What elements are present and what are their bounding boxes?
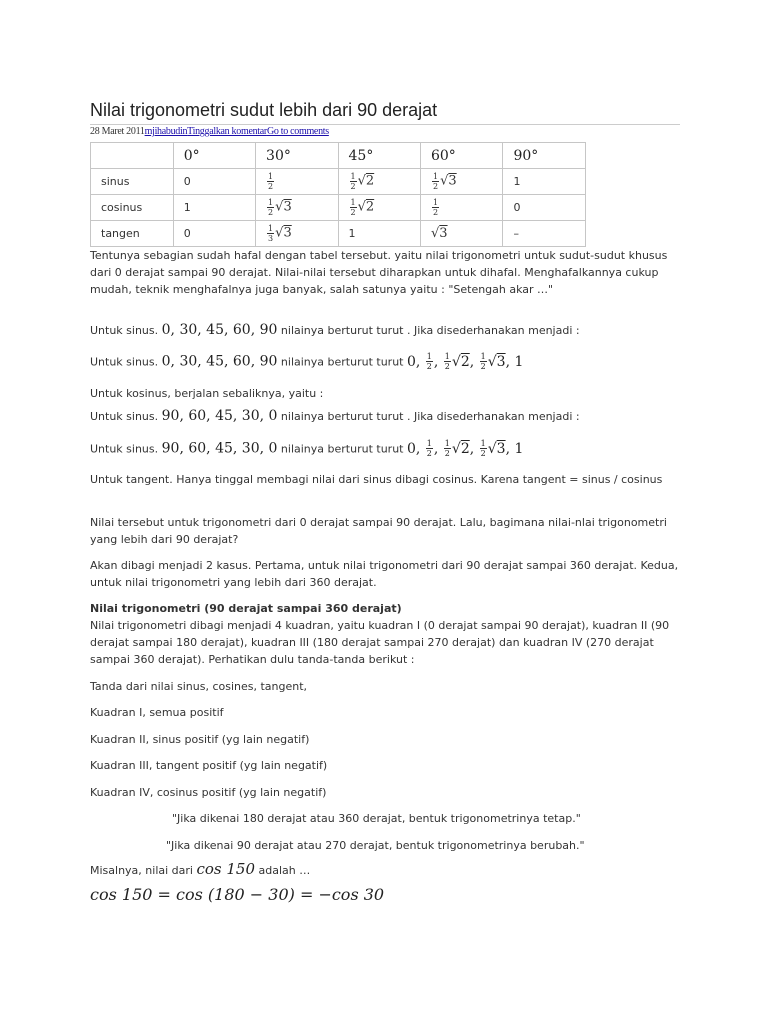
kuadran-2: Kuadran II, sinus positif (yg lain negatif): [90, 733, 310, 746]
table-cell: [256, 221, 338, 247]
paragraph-kasus: Akan dibagi menjadi 2 kasus. Pertama, untuk nilai trigonometri dari 90 derajat sampai 360 derajat. Kedua, untuk nilai trigonometri yang lebih dari 360 derajat.: [90, 559, 679, 589]
row-label: sinus: [91, 169, 174, 195]
table-cell: 1: [338, 221, 420, 247]
table-cell: [338, 169, 420, 195]
table-row: [91, 221, 586, 247]
row-label: cosinus: [91, 195, 174, 221]
table-header-row: [91, 143, 586, 169]
sqrt-symbol: √3: [440, 173, 457, 189]
sqrt-symbol: √2: [357, 173, 375, 189]
page-title: Nilai trigonometri sudut lebih dari 90 derajat: [90, 100, 438, 120]
paragraph-intro: Tentunya sebagian sudah hafal dengan tabel tersebut. yaitu nilai trigonometri untuk sudut-sudut khusus dari 0 derajat sampai 90 derajat. Nilai-nilai tersebut diharapkan untuk dihafal. Menghafalkannya cukup mudah, teknik menghafalnya juga banyak, salah satunya yaitu : "Setengah akar …": [90, 249, 668, 296]
fraction: $\frac{1}{2}$: [268, 198, 274, 217]
sqrt-symbol: √3: [275, 199, 292, 215]
sequence-math: 90, 60, 45, 30, 0: [161, 408, 278, 424]
leave-comment-link[interactable]: Tinggalkan komentar: [187, 126, 267, 137]
table-cell: [420, 221, 502, 247]
table-header: 90°: [503, 143, 586, 169]
sqrt-symbol: √3: [430, 226, 448, 241]
quote-2: "Jika dikenai 90 derajat atau 270 derajat, bentuk trigonometrinya berubah.": [166, 839, 585, 852]
table-header: 30°: [256, 143, 338, 169]
paragraph-kuadran: Nilai trigonometri dibagi menjadi 4 kuadran, yaitu kuadran I (0 derajat sampai 90 derajat), kuadran II (90 derajat sampai 180 derajat), kuadran III (180 derajat sampai 270 derajat) dan kuadran IV (270 derajat sampai 360 derajat). Perhatikan dulu tanda-tanda berikut :: [90, 619, 670, 666]
sequence-math: 0, 30, 45, 60, 90: [161, 353, 278, 370]
kuadran-3: Kuadran III, tangent positif (yg lain negatif): [90, 759, 328, 772]
quote-1: "Jika dikenai 180 derajat atau 360 derajat, bentuk trigonometrinya tetap.": [172, 812, 581, 825]
equation: cos 150 = cos (180 − 30) = −cos 30: [90, 885, 385, 904]
section-heading: Nilai trigonometri (90 derajat sampai 360 derajat): [90, 602, 402, 615]
table-row: [91, 195, 586, 221]
fraction: $\frac{1}{3}$: [268, 224, 274, 243]
paragraph-tanda: Tanda dari nilai sinus, cosines, tangent,: [90, 680, 308, 693]
table-cell: 0: [173, 221, 255, 247]
post-meta: [90, 126, 329, 137]
sqrt-symbol: √3: [275, 225, 292, 241]
sequence-math: 90, 60, 45, 30, 0: [161, 440, 278, 457]
result-math: 0, $\frac{1}{2}$ , $\frac{1}{2}$ √2, $\frac{1}{2}$ √3, 1: [406, 352, 524, 371]
sequence-math: 0, 30, 45, 60, 90: [161, 322, 278, 338]
fraction: $\frac{1}{2}$: [350, 198, 356, 217]
table-cell: –: [503, 221, 586, 247]
table-cell: [420, 195, 502, 221]
table-header: 60°: [420, 143, 502, 169]
table-cell: [256, 169, 338, 195]
line-kosinus: Untuk sinus. 90, 60, 45, 30, 0 nilainya berturut turut . Jika disederhanakan menjadi :: [90, 408, 580, 424]
table-cell: 0: [173, 169, 255, 195]
sqrt-symbol: √2: [357, 199, 375, 215]
post-date: 28 Maret 2011: [90, 126, 145, 137]
table-header: 0°: [173, 143, 255, 169]
title-divider: [90, 124, 680, 125]
table-header-empty: [91, 143, 174, 169]
line-kosinus-simplified: Untuk sinus. 90, 60, 45, 30, 0 nilainya berturut turut 0, $\frac{1}{2}$ , $\frac{1}{2}$ √2, $\frac{1}{2}$ √3, 1: [90, 439, 524, 458]
line-sinus: Untuk sinus. 0, 30, 45, 60, 90 nilainya berturut turut . Jika disederhanakan menjadi :: [90, 322, 580, 338]
fraction: $\frac{1}{2}$: [432, 172, 439, 191]
table-row: [91, 169, 586, 195]
table-cell: [256, 195, 338, 221]
paragraph-kosinus: Untuk kosinus, berjalan sebaliknya, yaitu :: [90, 387, 324, 400]
go-to-comments-link[interactable]: Go to comments: [266, 126, 329, 137]
result-math: 0, $\frac{1}{2}$ , $\frac{1}{2}$ √2, $\frac{1}{2}$ √3, 1: [406, 439, 524, 458]
table-cell: 1: [503, 169, 586, 195]
paragraph-nilai: Nilai tersebut untuk trigonometri dari 0 derajat sampai 90 derajat. Lalu, bagimana nilai-nlai trigonometri yang lebih dari 90 derajat?: [90, 516, 667, 546]
trig-table: [90, 142, 586, 247]
table-cell: 1: [173, 195, 255, 221]
line-sinus-simplified: Untuk sinus. 0, 30, 45, 60, 90 nilainya berturut turut 0, $\frac{1}{2}$ , $\frac{1}{2}$ √2, $\frac{1}{2}$ √3, 1: [90, 352, 524, 371]
paragraph-tangent: Untuk tangent. Hanya tinggal membagi nilai dari sinus dibagi cosinus. Karena tangent = sinus / cosinus: [90, 473, 663, 486]
table-header: 45°: [338, 143, 420, 169]
row-label: tangen: [91, 221, 174, 247]
cos150-math: cos 150: [196, 860, 256, 878]
table-cell: [420, 169, 502, 195]
fraction: $\frac{1}{2}$: [350, 172, 356, 191]
table-cell: [338, 195, 420, 221]
line-misal: Misalnya, nilai dari cos 150 adalah …: [90, 860, 311, 878]
kuadran-4: Kuadran IV, cosinus positif (yg lain negatif): [90, 786, 327, 799]
fraction: $\frac{1}{2}$: [432, 198, 439, 217]
fraction: $\frac{1}{2}$: [268, 172, 274, 191]
kuadran-1: Kuadran I, semua positif: [90, 706, 224, 719]
table-cell: 0: [503, 195, 586, 221]
author-link[interactable]: mjihabudin: [144, 126, 188, 137]
